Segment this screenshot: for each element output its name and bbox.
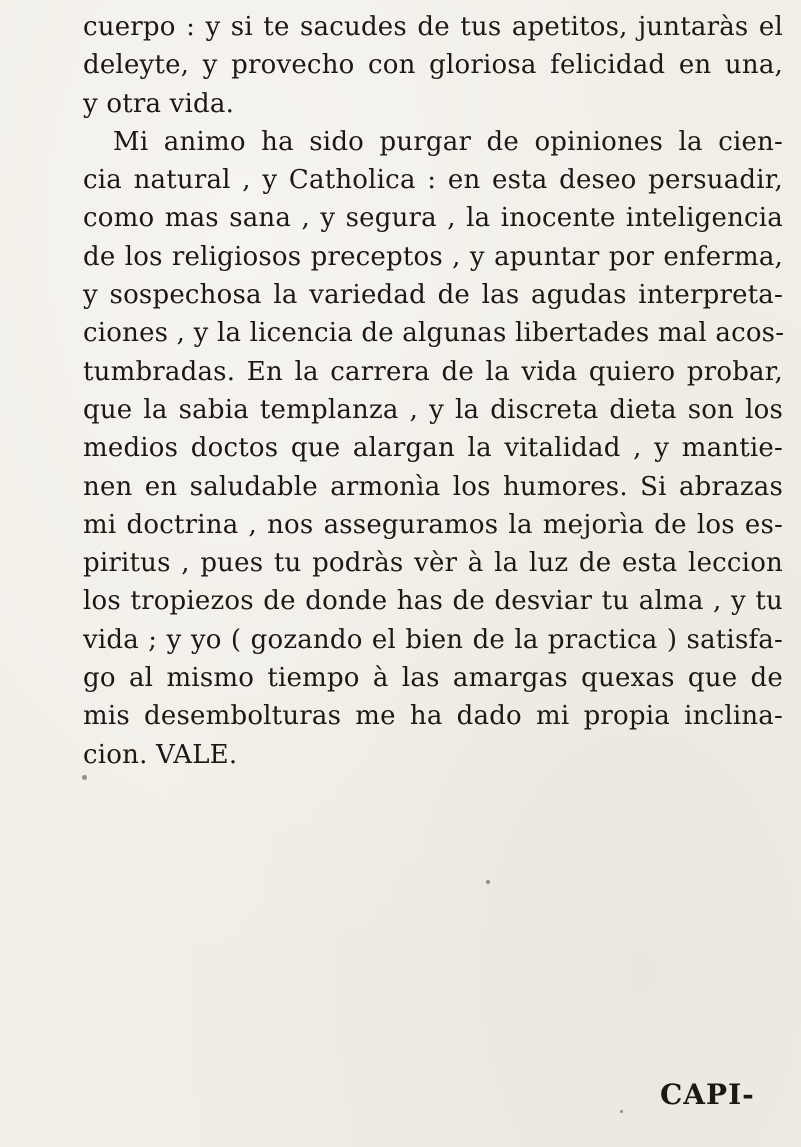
text-line: ciones , y la licencia de algunas libertades mal acos-: [83, 318, 785, 349]
text-line: deleyte, y provecho con gloriosa felicidad en una,: [83, 50, 783, 81]
text-line: como mas sana , y segura , la inocente inteligencia: [83, 203, 783, 234]
ink-speck: [82, 775, 87, 780]
text-line: los tropiezos de donde has de desviar tu alma , y tu: [83, 586, 783, 617]
text-line: que la sabia templanza , y la discreta dieta son los: [83, 394, 783, 425]
body-text: [83, 8, 783, 774]
text-line: mi doctrina , nos asseguramos la mejorìa de los es-: [83, 509, 783, 540]
text-line: medios doctos que alargan la vitalidad , y mantie-: [83, 433, 783, 464]
ink-speck: [620, 1110, 623, 1113]
text-line: y sospechosa la variedad de las agudas interpreta-: [83, 280, 783, 311]
text-line: cion. VALE.: [83, 739, 238, 770]
text-line: mis desembolturas me ha dado mi propia inclina-: [83, 701, 783, 732]
text-line: tumbradas. En la carrera de la vida quiero probar,: [83, 356, 783, 387]
text-line: cuerpo : y si te sacudes de tus apetitos, juntaràs el: [83, 12, 783, 42]
text-line: de los religiosos preceptos , y apuntar por enferma,: [83, 241, 783, 272]
text-line: nen en saludable armonìa los humores. Si abrazas: [83, 471, 783, 502]
text-line: go al mismo tiempo à las amargas quexas que de: [83, 663, 783, 694]
ink-speck: [486, 880, 490, 884]
text-line: vida ; y yo ( gozando el bien de la practica ) satisfa-: [83, 624, 783, 655]
text-line: piritus , pues tu podràs vèr à la luz de esta leccion: [83, 548, 783, 579]
text-line: y otra vida.: [83, 88, 235, 119]
text-line: Mi animo ha sido purgar de opiniones la cien-: [113, 126, 783, 157]
text-line: cia natural , y Catholica : en esta deseo persuadir,: [83, 165, 783, 196]
catchword: CAPI-: [660, 1078, 755, 1111]
